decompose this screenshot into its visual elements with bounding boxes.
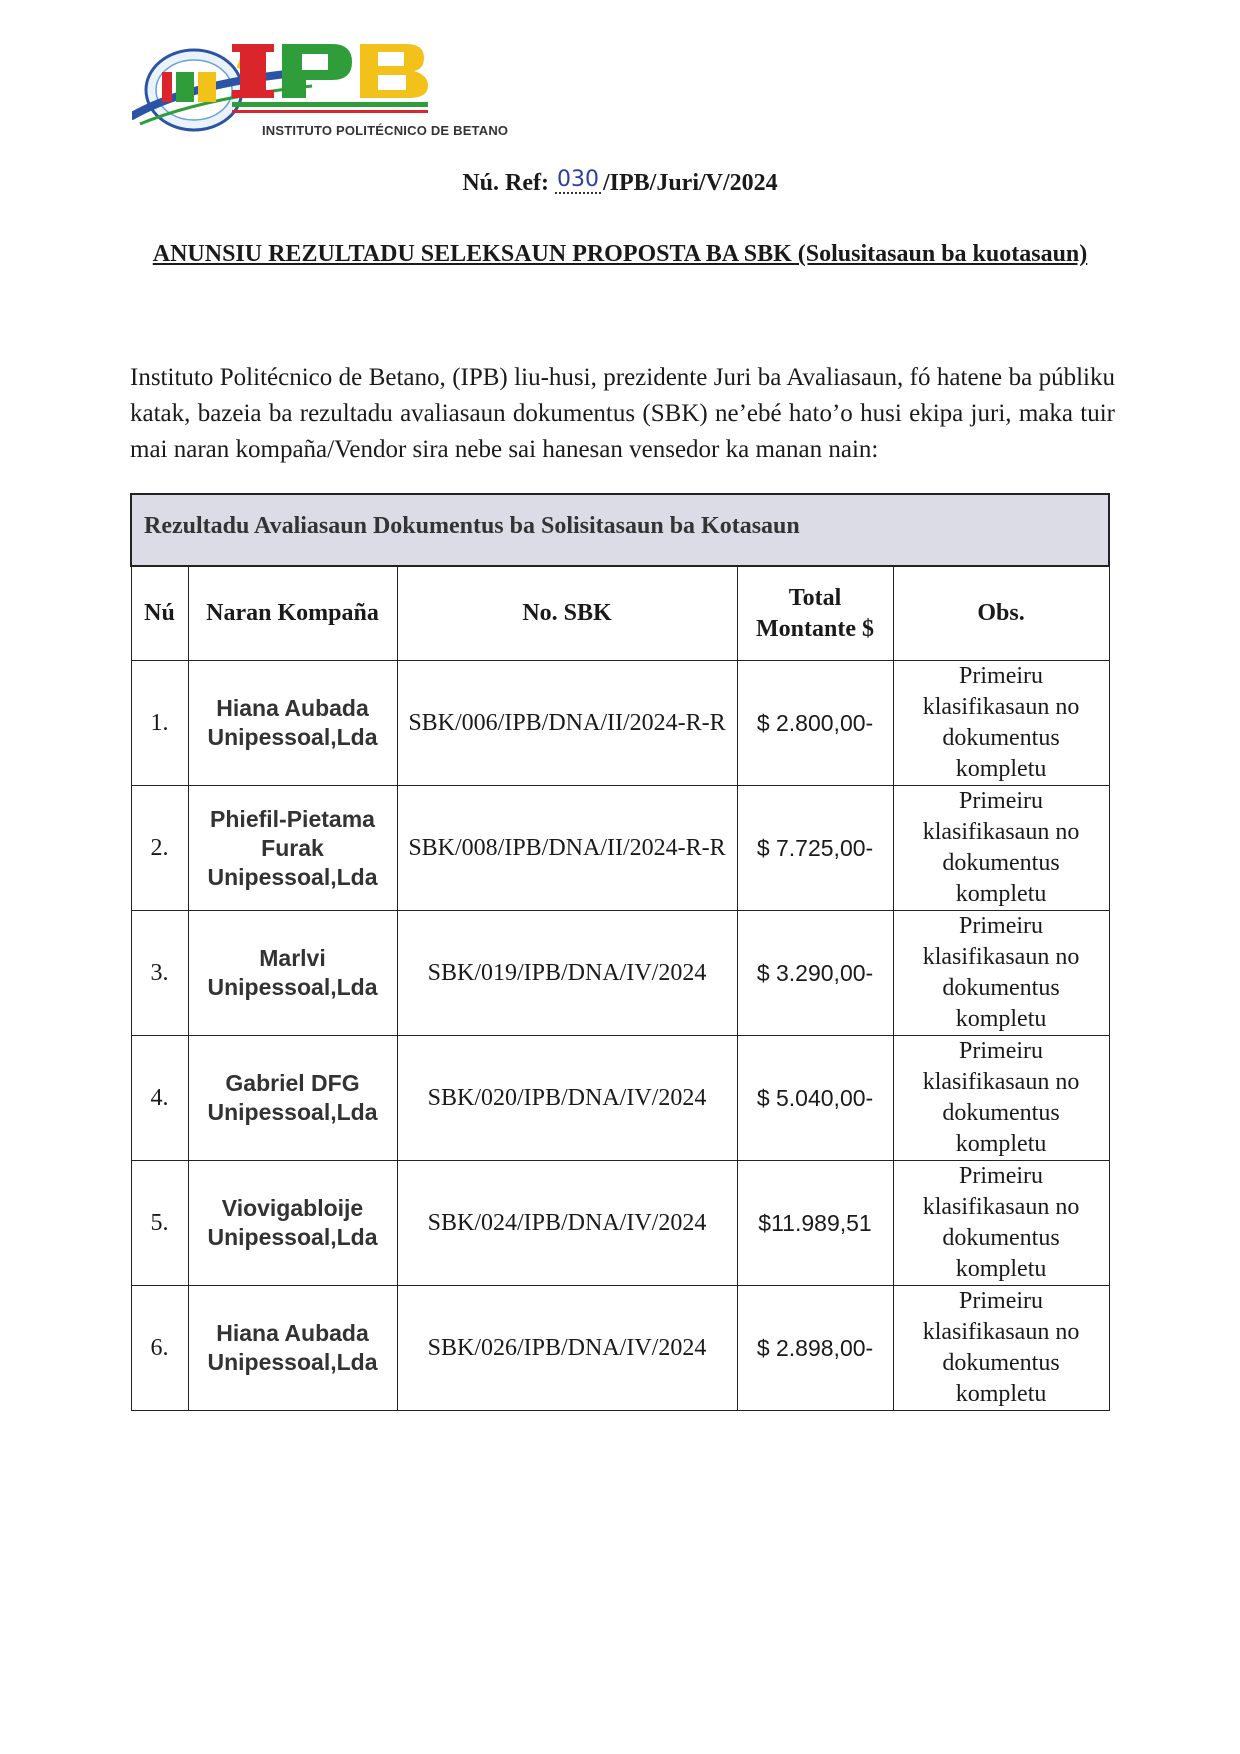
total-amount: $ 2.898,00- [737, 1286, 893, 1411]
total-amount: $ 2.800,00- [737, 661, 893, 786]
results-table [130, 493, 1110, 1411]
company-name: Hiana Aubada Unipessoal,Lda [188, 1286, 397, 1411]
sbk-number: SBK/020/IPB/DNA/IV/2024 [397, 1036, 737, 1161]
company-name: Viovigabloije Unipessoal,Lda [188, 1161, 397, 1286]
table-caption-row [131, 494, 1109, 566]
table-row [131, 911, 1109, 1036]
total-amount: $ 3.290,00- [737, 911, 893, 1036]
observation: Primeiru klasifikasaun no dokumentus kompletu [893, 911, 1109, 1036]
header-sbk: No. SBK [397, 566, 737, 661]
total-amount: $ 5.040,00- [737, 1036, 893, 1161]
header-company: Naran Kompaña [188, 566, 397, 661]
row-number: 2. [131, 786, 188, 911]
company-name: Marlvi Unipessoal,Lda [188, 911, 397, 1036]
sbk-number: SBK/024/IPB/DNA/IV/2024 [397, 1161, 737, 1286]
ref-label: Nú. Ref: [462, 170, 549, 196]
row-number: 6. [131, 1286, 188, 1411]
header-no: Nú [131, 566, 188, 661]
sbk-number: SBK/026/IPB/DNA/IV/2024 [397, 1286, 737, 1411]
row-number: 3. [131, 911, 188, 1036]
sbk-number: SBK/019/IPB/DNA/IV/2024 [397, 911, 737, 1036]
observation: Primeiru klasifikasaun no dokumentus kompletu [893, 1036, 1109, 1161]
results-table-container [130, 493, 1108, 1411]
company-name: Gabriel DFG Unipessoal,Lda [188, 1036, 397, 1161]
header-obs: Obs. [893, 566, 1109, 661]
table-row [131, 1161, 1109, 1286]
sbk-number: SBK/006/IPB/DNA/II/2024-R-R [397, 661, 737, 786]
observation: Primeiru klasifikasaun no dokumentus kompletu [893, 786, 1109, 911]
row-number: 1. [131, 661, 188, 786]
row-number: 5. [131, 1161, 188, 1286]
table-caption [131, 494, 1109, 566]
total-amount: $ 7.725,00- [737, 786, 893, 911]
institution-name: INSTITUTO POLITÉCNICO DE BETANO [262, 123, 509, 138]
table-row [131, 1036, 1109, 1161]
ref-number-handwritten: 030 [556, 167, 599, 192]
observation: Primeiru klasifikasaun no dokumentus kompletu [893, 1286, 1109, 1411]
intro-paragraph: Instituto Politécnico de Betano, (IPB) liu-husi, prezidente Juri ba Avaliasaun, fó hatene ba públiku katak, bazeia ba rezultadu avaliasaun dokumentus (SBK) ne’ebé hato’o husi ekipa juri, maka tuir mai naran kompaña/Vendor sira nebe sai hanesan vensedor ka manan nain: [130, 364, 1115, 463]
company-name: Phiefil-Pietama Furak Unipessoal,Lda [188, 786, 397, 911]
observation: Primeiru klasifikasaun no dokumentus kompletu [893, 1161, 1109, 1286]
reference-number [0, 167, 1240, 197]
total-amount: $11.989,51 [737, 1161, 893, 1286]
table-row [131, 1286, 1109, 1411]
row-number: 4. [131, 1036, 188, 1161]
sbk-number: SBK/008/IPB/DNA/II/2024-R-R [397, 786, 737, 911]
observation: Primeiru klasifikasaun no dokumentus kompletu [893, 661, 1109, 786]
company-name: Hiana Aubada Unipessoal,Lda [188, 661, 397, 786]
table-row [131, 661, 1109, 786]
ref-suffix: /IPB/Juri/V/2024 [602, 170, 778, 196]
document-title: ANUNSIU REZULTADU SELEKSAUN PROPOSTA BA SBK (Solusitasaun ba kuotasaun) [152, 241, 1088, 267]
table-row [131, 786, 1109, 911]
table-caption-text: Rezultadu Avaliasaun Dokumentus ba Solisitasaun ba Kotasaun [144, 512, 800, 539]
header-amount: Total Montante $ [737, 566, 893, 661]
table-header-row [131, 566, 1109, 661]
